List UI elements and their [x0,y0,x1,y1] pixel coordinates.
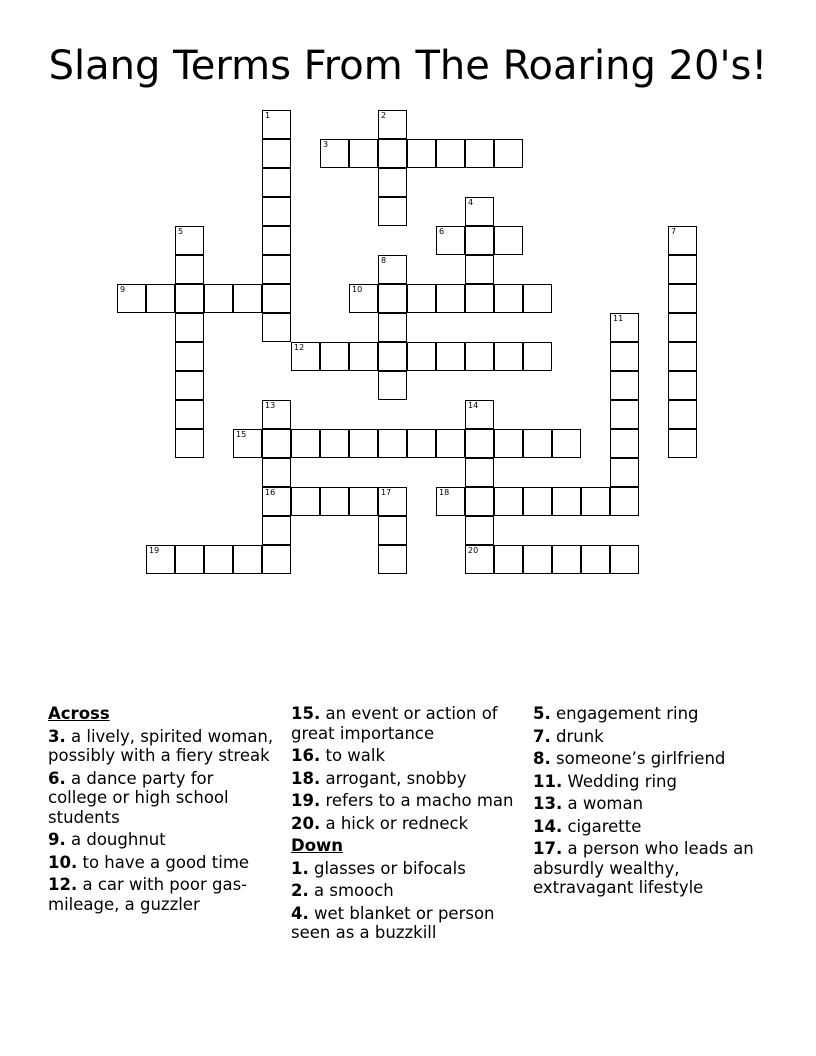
grid-cell[interactable] [175,255,204,284]
grid-cell[interactable] [523,487,552,516]
grid-cell[interactable] [610,487,639,516]
grid-cell[interactable] [349,342,378,371]
grid-cell[interactable] [262,226,291,255]
cell-number: 14 [468,401,479,410]
grid-cell[interactable] [291,342,320,371]
grid-cell[interactable] [262,139,291,168]
grid-cell[interactable] [494,429,523,458]
grid-cell[interactable] [262,168,291,197]
grid-cell[interactable] [494,487,523,516]
grid-cell[interactable] [581,487,610,516]
grid-cell[interactable] [175,371,204,400]
grid-cell[interactable] [175,313,204,342]
down-clue: 13. a woman [533,794,644,813]
grid-cell[interactable] [262,110,291,139]
grid-cell[interactable] [668,429,697,458]
across-clue: 9. a doughnut [48,830,166,849]
grid-cell[interactable] [552,487,581,516]
puzzle-title: Slang Terms From The Roaring 20's! [48,43,768,89]
cell-number: 2 [381,111,387,120]
cell-number: 15 [236,430,247,439]
cell-number: 17 [381,488,392,497]
grid-cell[interactable] [465,139,494,168]
grid-cell[interactable] [175,400,204,429]
grid-cell[interactable] [494,545,523,574]
grid-cell[interactable] [407,139,436,168]
down-clue: 14. cigarette [533,816,642,836]
grid-cell[interactable] [233,545,262,574]
grid-cell[interactable] [465,400,494,429]
grid-cell[interactable] [204,545,233,574]
grid-cell[interactable] [291,487,320,516]
across-clue: 6. a dance party for college or high school students [48,768,229,827]
cell-number: 13 [265,401,276,410]
grid-cell[interactable] [436,284,465,313]
down-heading: Down [291,836,344,855]
grid-cell[interactable] [262,400,291,429]
across-clue: 20. a hick or redneck [291,813,469,833]
grid-cell[interactable] [320,342,349,371]
grid-cell[interactable] [378,429,407,458]
grid-cell[interactable] [494,226,523,255]
grid-cell[interactable] [610,313,639,342]
grid-cell[interactable] [407,284,436,313]
grid-cell[interactable] [465,516,494,545]
grid-cell[interactable] [465,458,494,487]
grid-cell[interactable] [233,284,262,313]
across-clue: 3. a lively, spirited woman, possibly with a fiery streak [48,726,274,765]
grid-cell[interactable] [668,342,697,371]
grid-cell[interactable] [349,487,378,516]
grid-cell[interactable] [262,255,291,284]
grid-cell[interactable] [523,284,552,313]
grid-cell[interactable] [320,139,349,168]
clues-column-1 [48,704,276,917]
grid-cell[interactable] [494,284,523,313]
grid-cell[interactable] [378,168,407,197]
grid-cell[interactable] [262,313,291,342]
grid-cell[interactable] [436,429,465,458]
grid-cell[interactable] [175,284,204,313]
grid-cell[interactable] [668,226,697,255]
grid-cell[interactable] [262,516,291,545]
grid-cell[interactable] [668,371,697,400]
grid-cell[interactable] [465,226,494,255]
across-clue: 16. to walk [291,746,386,765]
clues-column-2 [291,704,521,946]
clues-column-3 [533,704,769,901]
grid-cell[interactable] [378,516,407,545]
down-clue: 4. wet blanket or person seen as a buzzkill [291,903,495,942]
cell-number: 16 [265,488,276,497]
across-heading: Across [48,704,110,723]
cell-number: 3 [323,140,329,149]
grid-cell[interactable] [349,429,378,458]
grid-cell[interactable] [523,545,552,574]
grid-cell[interactable] [320,429,349,458]
cell-number: 1 [265,111,271,120]
grid-cell[interactable] [436,342,465,371]
cell-number: 20 [468,546,479,555]
grid-cell[interactable] [175,429,204,458]
grid-cell[interactable] [436,139,465,168]
grid-cell[interactable] [465,284,494,313]
grid-cell[interactable] [349,139,378,168]
across-clue: 10. to have a good time [48,852,250,872]
grid-cell[interactable] [465,255,494,284]
grid-cell[interactable] [146,545,175,574]
grid-cell[interactable] [378,197,407,226]
grid-cell[interactable] [378,342,407,371]
grid-cell[interactable] [146,284,175,313]
grid-cell[interactable] [378,545,407,574]
grid-cell[interactable] [436,226,465,255]
down-clue: 2. a smooch [291,881,394,900]
grid-cell[interactable] [494,342,523,371]
cell-number: 6 [439,227,445,236]
grid-cell[interactable] [668,284,697,313]
cell-number: 7 [671,227,677,236]
grid-cell[interactable] [668,255,697,284]
cell-number: 10 [352,285,363,294]
grid-cell[interactable] [465,545,494,574]
cell-number: 18 [439,488,450,497]
grid-cell[interactable] [523,342,552,371]
cell-number: 12 [294,343,305,352]
grid-cell[interactable] [233,429,262,458]
down-clue: 7. drunk [533,726,604,746]
grid-cell[interactable] [262,197,291,226]
grid-cell[interactable] [581,545,610,574]
grid-cell[interactable] [378,487,407,516]
across-clue: 19. refers to a macho man [291,791,514,810]
grid-cell[interactable] [262,487,291,516]
grid-cell[interactable] [378,139,407,168]
grid-cell[interactable] [436,487,465,516]
grid-cell[interactable] [407,342,436,371]
grid-cell[interactable] [262,545,291,574]
grid-cell[interactable] [378,284,407,313]
grid-cell[interactable] [465,342,494,371]
grid-cell[interactable] [320,487,349,516]
grid-cell[interactable] [610,371,639,400]
down-clue: 11. Wedding ring [533,771,677,791]
grid-cell[interactable] [175,545,204,574]
grid-cell[interactable] [552,429,581,458]
cell-number: 4 [468,198,474,207]
across-clue: 12. a car with poor gas-mileage, a guzzler [48,875,248,914]
down-clue: 1. glasses or bifocals [291,858,466,878]
grid-cell[interactable] [349,284,378,313]
across-clue: 15. an event or action of great importance [291,704,498,743]
grid-cell[interactable] [175,342,204,371]
cell-number: 8 [381,256,387,265]
grid-cell[interactable] [262,429,291,458]
grid-cell[interactable] [465,429,494,458]
grid-cell[interactable] [407,429,436,458]
grid-cell[interactable] [610,400,639,429]
grid-cell[interactable] [552,545,581,574]
grid-cell[interactable] [291,429,320,458]
grid-cell[interactable] [523,429,552,458]
grid-cell[interactable] [378,371,407,400]
grid-cell[interactable] [668,400,697,429]
grid-cell[interactable] [117,284,146,313]
grid-cell[interactable] [378,110,407,139]
grid-cell[interactable] [378,313,407,342]
cell-number: 9 [120,285,126,294]
grid-cell[interactable] [465,197,494,226]
grid-cell[interactable] [175,226,204,255]
grid-cell[interactable] [204,284,233,313]
grid-cell[interactable] [610,545,639,574]
cell-number: 11 [613,314,624,323]
grid-cell[interactable] [262,458,291,487]
grid-cell[interactable] [465,487,494,516]
grid-cell[interactable] [610,458,639,487]
down-clue: 17. a person who leads an absurdly wealthy, extravagant lifestyle [533,839,754,897]
grid-cell[interactable] [494,139,523,168]
grid-cell[interactable] [378,255,407,284]
cell-number: 19 [149,546,160,555]
across-clue: 18. arrogant, snobby [291,768,467,788]
down-clue: 8. someone’s girlfriend [533,749,726,768]
grid-cell[interactable] [610,429,639,458]
cell-number: 5 [178,227,184,236]
down-clue: 5. engagement ring [533,704,699,723]
grid-cell[interactable] [610,342,639,371]
grid-cell[interactable] [668,313,697,342]
grid-cell[interactable] [262,284,291,313]
